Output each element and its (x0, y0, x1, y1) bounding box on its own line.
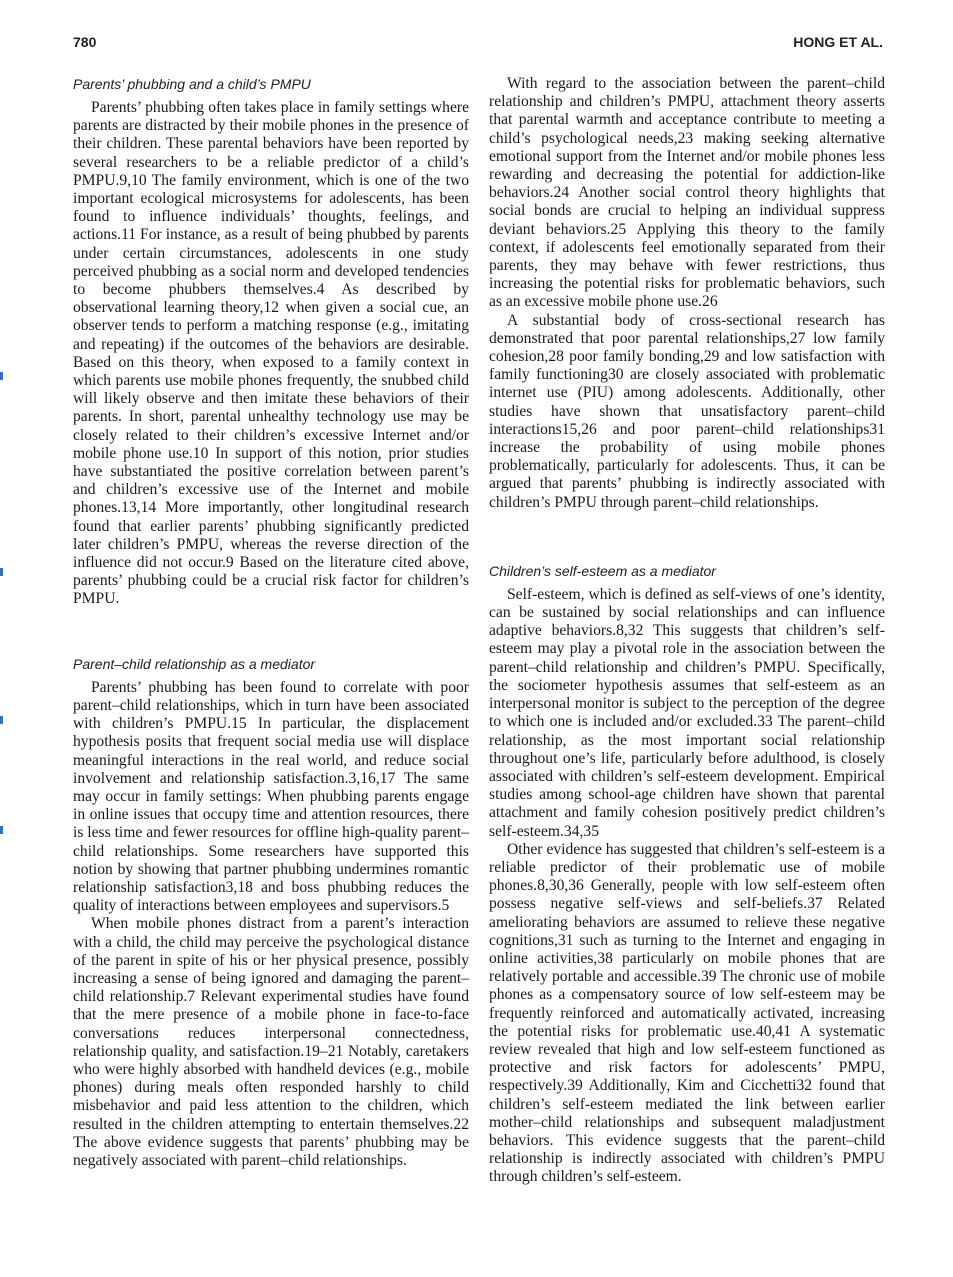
right-column (489, 75, 885, 1187)
section-heading: Parents’ phubbing and a child’s PMPU (73, 76, 311, 92)
margin-mark (0, 372, 3, 380)
body-paragraph: Parents’ phubbing has been found to correlate with poor parent–child relationships, which in turn have been associated with children’s PMPU.15 In particular, the displacement hypothesis posits that frequent social media use will displace meaningful interactions in the real world, and reduce social involvement and relationship satisfaction.3,16,17 The same may occur in family settings: When phubbing parents engage in online issues that occupy time and attention resources, there is less time and fewer resources for offline high-quality parent–child relationships. Some researchers have supported this notion by showing that partner phubbing undermines romantic relationship satisfaction3,18 and boss phubbing reduces the quality of interactions between employees and supervisors.5 (73, 678, 469, 915)
section-heading: Children’s self-esteem as a mediator (489, 562, 716, 579)
section-heading: Parent–child relationship as a mediator (73, 655, 316, 672)
body-paragraph: Parents’ phubbing often takes place in family settings where parents are distracted by their mobile phones in the presence of their children. These parental behaviors have been reported by several researchers to be a reliable predictor of a child’s PMPU.9,10 The family environment, which is one of the two important ecological microsystems for adolescents, has been found to influence individuals’ thoughts, feelings, and actions.11 For instance, as a result of being phubbed by parents under certain circumstances, adolescents in one study perceived phubbing as a social norm and developed tendencies to become phubbers themselves.4 As described by observational learning theory,12 when given a social cue, an observer tends to perform a matching response (e.g., imitating and repeating) if the outcomes of the behaviors are desirable. Based on this theory, when exposed to a family context in which parents use mobile phones frequently, the snubbed child will likely observe and then imitate these behaviors of their parents. In short, parental unhealthy technology use may be closely related to their children’s excessive Internet and/or mobile phone use.10 In support of this notion, prior studies have substantiated the positive correlation between parent’s and children’s excessive use of the Internet and mobile phones.13,14 More importantly, other longitudinal research found that earlier parents’ phubbing significantly predicted later children’s PMPU, whereas the reverse direction of the influence did not occur.9 Based on the literature cited above, parents’ phubbing could be a crucial risk factor for children’s PMPU. (73, 99, 469, 608)
page-header (73, 34, 883, 54)
page-number: 780 (73, 34, 97, 50)
body-paragraph: A substantial body of cross-sectional research has demonstrated that poor parental relationships,27 low family cohesion,28 poor family bonding,29 and low satisfaction with family functioning30 are closely associated with problematic internet use (PIU) among adolescents. Additionally, other studies have shown that unsatisfactory parent–child interactions15,26 and poor parent–child relationships31 increase the probability of using mobile phones problematically, particularly for adolescents. Thus, it can be argued that parents’ phubbing is indirectly associated with children’s PMPU through parent–child relationships. (489, 311, 885, 511)
body-paragraph: With regard to the association between the parent–child relationship and children’s PMPU, attachment theory asserts that parental warmth and acceptance contribute to meeting a child’s psychological needs,23 making seeking alternative emotional support from the Internet and/or mobile phones less rewarding and decreasing the potential for addiction-like behaviors.24 Another social control theory highlights that social bonds are crucial to helping an individual suppress deviant behaviors.25 Applying this theory to the family context, if adolescents feel emotionally separated from their parents, they may behave with fewer restrictions, thus increasing the potential risks for problematic behaviors, such as an excessive mobile phone use.26 (489, 75, 885, 311)
margin-mark (0, 826, 3, 834)
margin-mark (0, 568, 3, 576)
body-paragraph: Other evidence has suggested that children’s self-esteem is a reliable predictor of their problematic use of mobile phones.8,30,36 Generally, people with low self-esteem often possess negative self-views and self-beliefs.37 Related ameliorating behaviors are assumed to relieve these negative cognitions,31 such as turning to the Internet and engaging in online activities,38 particularly on mobile phones that are relatively portable and accessible.39 The chronic use of mobile phones as a compensatory source of low self-esteem may be frequently reinforced and automatically activated, increasing the potential risks for problematic use.40,41 A systematic review revealed that high and low self-esteem functioned as protective and risk factors for adolescents’ PMPU, respectively.39 Additionally, Kim and Cicchetti32 found that children’s self-esteem mediated the link between earlier mother–child relationships and subsequent maladjustment behaviors. This evidence suggests that the parent–child relationship is indirectly associated with children’s PMPU through children’s self-esteem. (489, 840, 885, 1186)
body-paragraph: When mobile phones distract from a parent’s interaction with a child, the child may perceive the psychological distance of the parent in spite of his or her physical presence, possibly increasing a sense of being ignored and damaging the parent–child relationship.7 Relevant experimental studies have found that the mere presence of a mobile phone in face-to-face conversations reduces interpersonal connectedness, relationship quality, and satisfaction.19–21 Notably, caretakers who were highly absorbed with handheld devices (e.g., mobile phones) during meals often responded harshly to child misbehavior and paid less attention to the children, which resulted in the children attempting to entertain themselves.22 The above evidence suggests that parents’ phubbing may be negatively associated with parent–child relationships. (73, 915, 469, 1169)
left-column (73, 75, 469, 1170)
body-paragraph: Self-esteem, which is defined as self-views of one’s identity, can be sustained by social relationships and can influence adaptive behaviors.8,32 This suggests that children’s self-esteem may play a pivotal role in the association between the parent–child relationship and children’s PMPU. Specifically, the sociometer hypothesis assumes that self-esteem as an interpersonal monitor is subject to the perception of the degree to which one is included and/or excluded.33 The parent–child relationship, as the most important social relationship throughout one’s life, particularly before adulthood, is closely associated with children’s self-esteem development. Empirical studies among school-age children have shown that parental attachment and family cohesion positively predict children’s self-esteem.34,35 (489, 585, 885, 840)
margin-mark (0, 716, 3, 724)
running-head: HONG ET AL. (793, 34, 883, 50)
